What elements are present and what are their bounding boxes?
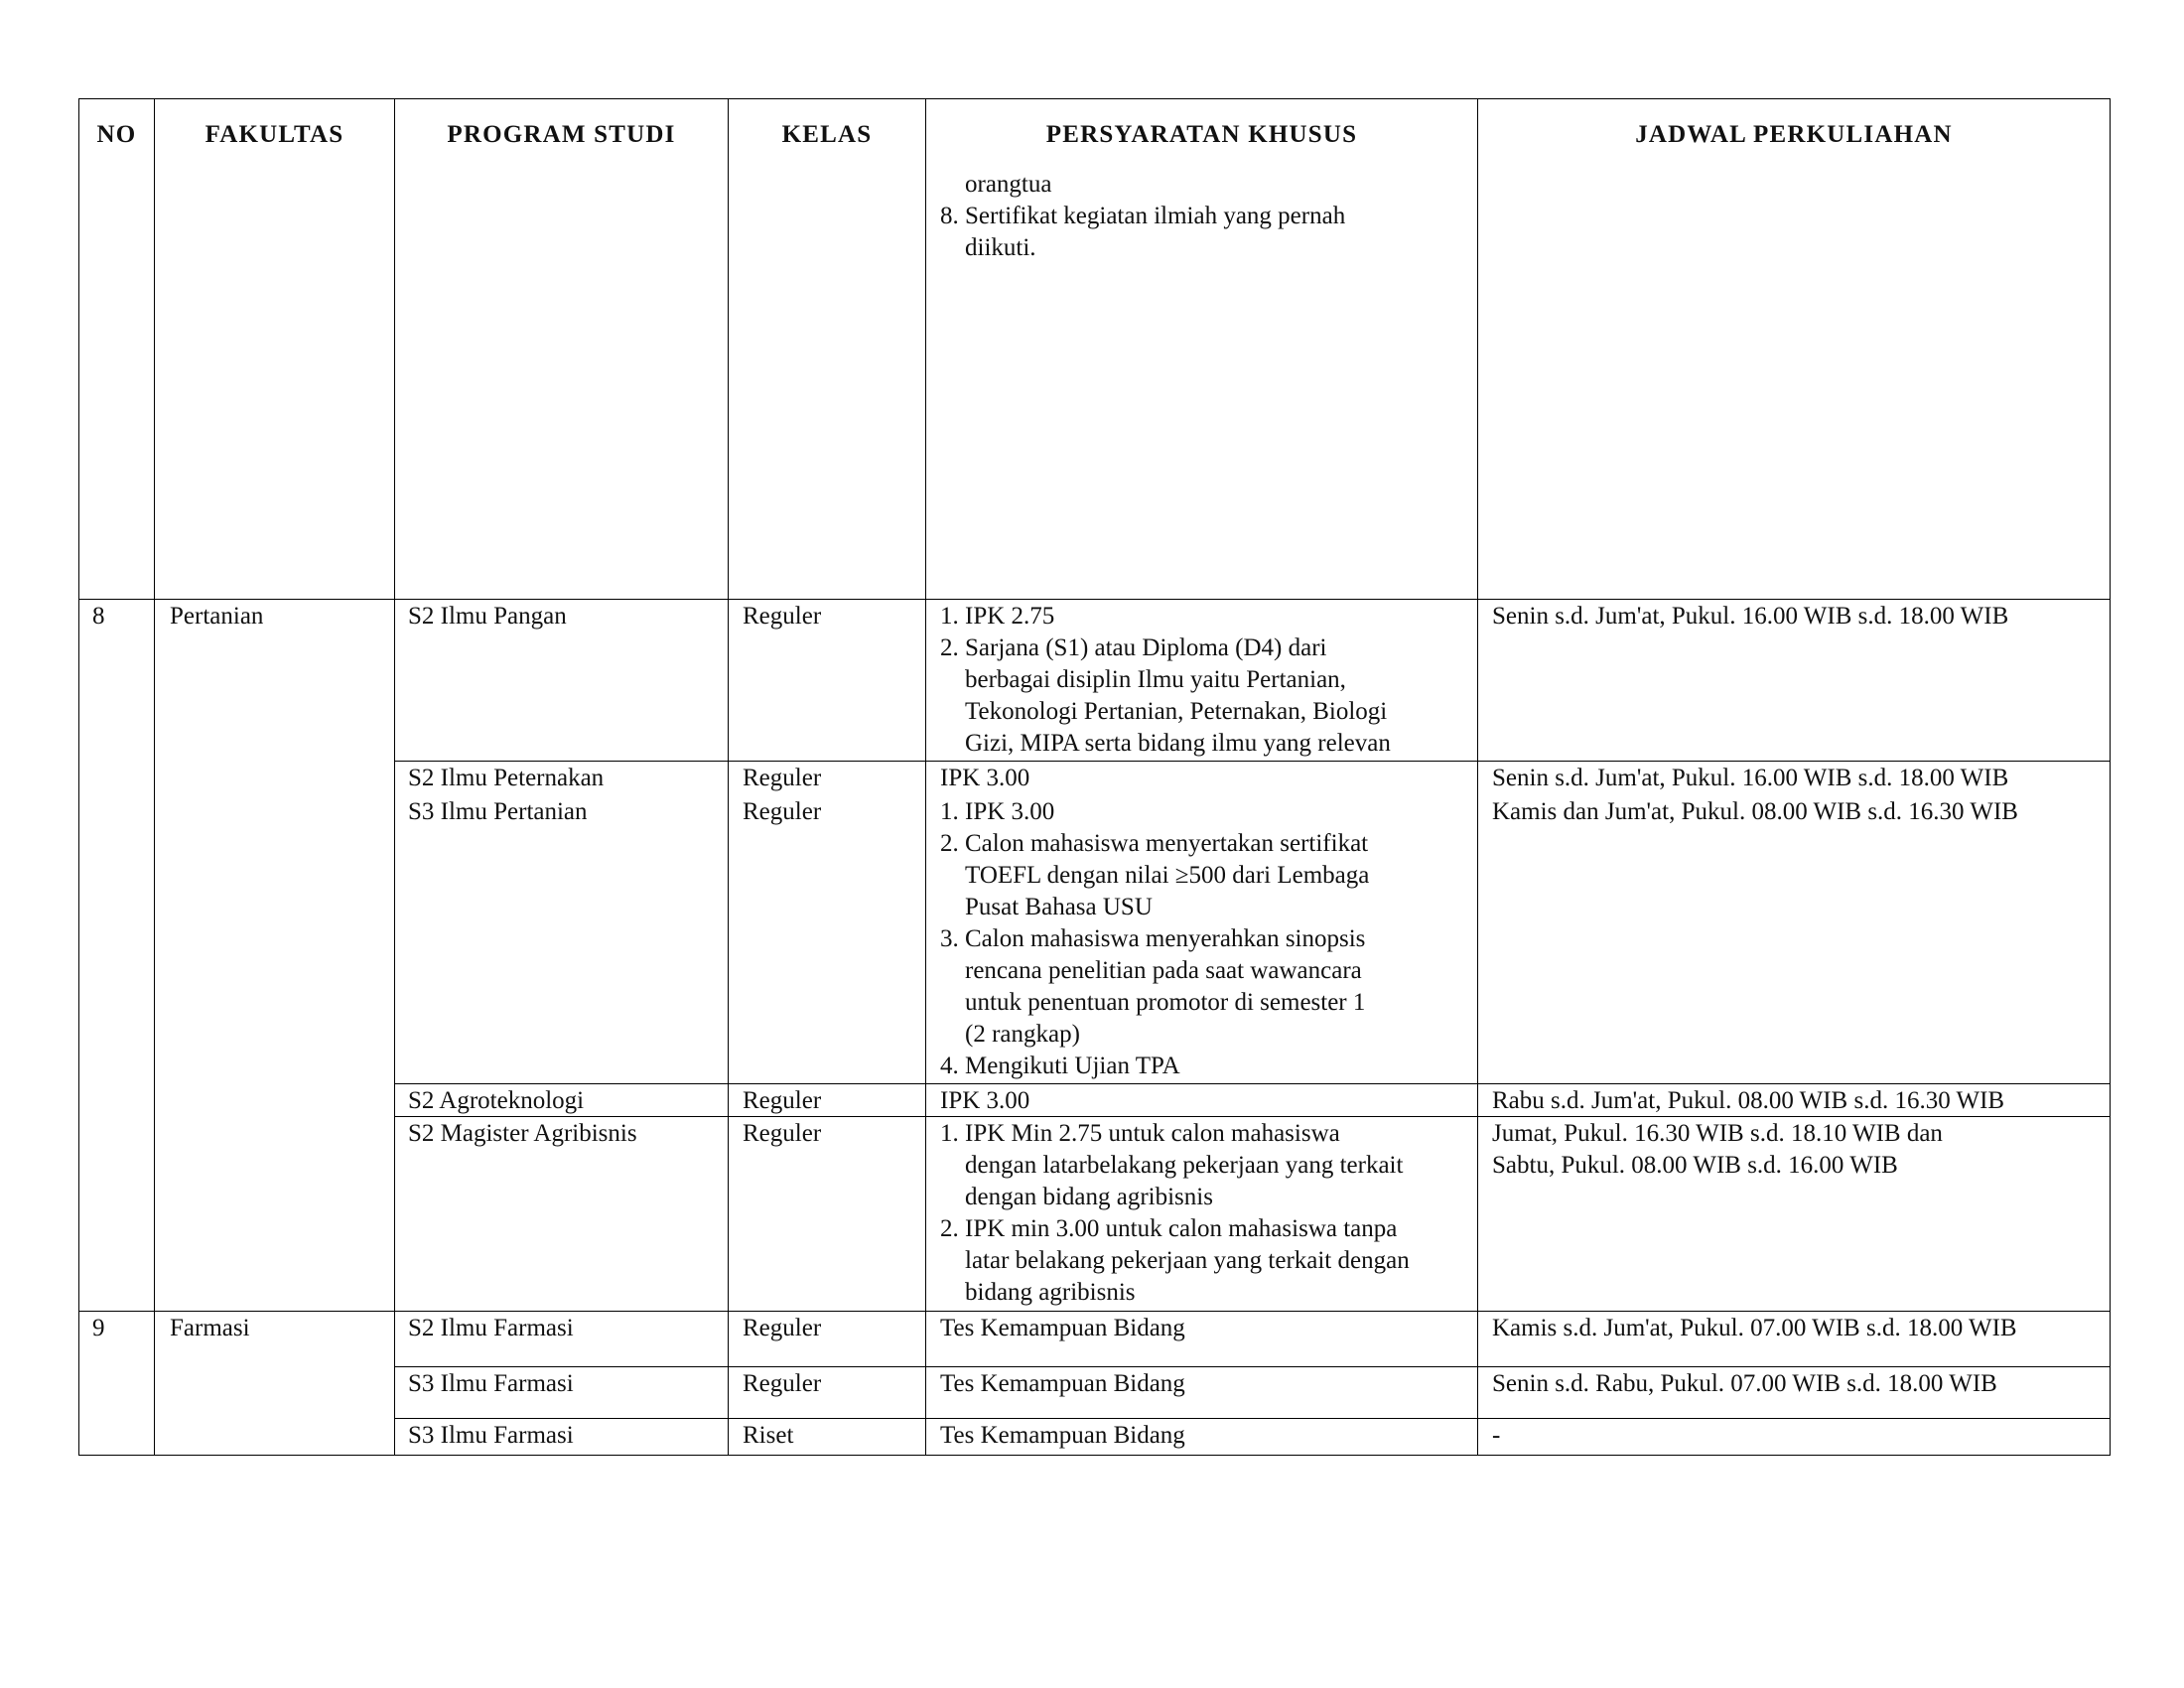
class-type: Riset: [743, 1422, 794, 1449]
text-line: dengan latarbelakang pekerjaan yang terkait: [965, 1152, 1404, 1179]
schedule-text: [1492, 763, 2008, 794]
text-line: Sabtu, Pukul. 08.00 WIB s.d. 16.00 WIB: [1492, 1152, 1898, 1179]
text-line: 2. IPK min 3.00 untuk calon mahasiswa tanpa: [940, 1215, 1398, 1242]
requirements-text: [940, 1368, 1185, 1400]
class-type: Reguler: [743, 1087, 822, 1114]
text-line: 3. Calon mahasiswa menyerahkan sinopsis: [940, 925, 1366, 952]
requirements-text: [940, 763, 1029, 794]
text-line: 2. Sarjana (S1) atau Diploma (D4) dari: [940, 634, 1327, 661]
class-type: Reguler: [743, 1315, 822, 1341]
header-no: NO: [96, 121, 137, 148]
requirements-text: [940, 1085, 1029, 1117]
text-line: Tes Kemampuan Bidang: [940, 1315, 1185, 1341]
requirements-text: [940, 1118, 1410, 1309]
requirements-text: [940, 796, 1369, 1082]
requirements-text: [940, 1313, 1185, 1344]
text-line: untuk penentuan promotor di semester 1: [965, 989, 1366, 1016]
table-border-left: [78, 98, 79, 1456]
text-line: berbagai disiplin Ilmu yaitu Pertanian,: [965, 666, 1346, 693]
text-line: 1. IPK Min 2.75 untuk calon mahasiswa: [940, 1120, 1340, 1147]
row-divider: [394, 1418, 2111, 1419]
faculty-number: 8: [92, 603, 105, 630]
schedule-text: [1492, 796, 2018, 828]
column-divider-program: [728, 98, 729, 1456]
text-line: 8. Sertifikat kegiatan ilmiah yang pernah: [940, 203, 1346, 229]
requirements-text: [940, 1420, 1185, 1452]
row-divider: [394, 1366, 2111, 1367]
text-line: Tes Kemampuan Bidang: [940, 1370, 1185, 1397]
text-line: 2. Calon mahasiswa menyertakan sertifikat: [940, 830, 1369, 857]
text-line: latar belakang pekerjaan yang terkait dengan: [965, 1247, 1410, 1274]
text-line: 1. IPK 3.00: [940, 798, 1055, 825]
text-line: Tekonologi Pertanian, Peternakan, Biologi: [965, 698, 1388, 725]
text-line: Gizi, MIPA serta bidang ilmu yang relevan: [965, 730, 1391, 757]
faculty-name: Farmasi: [170, 1315, 250, 1341]
program-name: S2 Ilmu Peternakan: [408, 765, 605, 791]
continuation-requirements: [940, 169, 1345, 264]
schedule-text: [1492, 1085, 2004, 1117]
program-name: S3 Ilmu Farmasi: [408, 1370, 574, 1397]
schedule-text: [1492, 601, 2008, 633]
header-persyaratan-khusus: PERSYARATAN KHUSUS: [1045, 121, 1358, 148]
class-type: Reguler: [743, 765, 822, 791]
column-divider-kelas: [925, 98, 926, 1456]
program-name: S2 Magister Agribisnis: [408, 1120, 637, 1147]
header-kelas: KELAS: [781, 121, 873, 148]
text-line: orangtua: [965, 171, 1052, 198]
row-divider: [394, 1083, 2111, 1084]
faculty-number: 9: [92, 1315, 105, 1341]
schedule-text: [1492, 1313, 2017, 1344]
program-name: S3 Ilmu Pertanian: [408, 798, 588, 825]
text-line: IPK 3.00: [940, 1087, 1030, 1114]
header-jadwal-perkuliahan: JADWAL PERKULIAHAN: [1635, 121, 1953, 148]
table-border-top: [78, 98, 2111, 99]
schedule-text: [1492, 1368, 1997, 1400]
text-line: Kamis s.d. Jum'at, Pukul. 07.00 WIB s.d. 18.00 WIB: [1492, 1315, 2017, 1341]
column-divider-fakultas: [394, 98, 395, 1456]
table-border-right: [2110, 98, 2111, 1456]
text-line: 1. IPK 2.75: [940, 603, 1055, 630]
program-name: S3 Ilmu Farmasi: [408, 1422, 574, 1449]
row-divider: [78, 599, 2111, 600]
text-line: Senin s.d. Rabu, Pukul. 07.00 WIB s.d. 18.00 WIB: [1492, 1370, 1997, 1397]
schedule-text: [1492, 1420, 1500, 1452]
text-line: (2 rangkap): [965, 1021, 1080, 1048]
table-border-bottom: [78, 1455, 2111, 1456]
class-type: Reguler: [743, 1370, 822, 1397]
text-line: Pusat Bahasa USU: [965, 894, 1153, 920]
text-line: Tes Kemampuan Bidang: [940, 1422, 1185, 1449]
text-line: -: [1492, 1422, 1501, 1449]
header-program-studi: PROGRAM STUDI: [447, 121, 676, 148]
program-name: S2 Ilmu Pangan: [408, 603, 567, 630]
header-fakultas: FAKULTAS: [205, 121, 344, 148]
text-line: bidang agribisnis: [965, 1279, 1136, 1306]
text-line: Jumat, Pukul. 16.30 WIB s.d. 18.10 WIB dan: [1492, 1120, 1943, 1147]
program-name: S2 Agroteknologi: [408, 1087, 585, 1114]
text-line: Senin s.d. Jum'at, Pukul. 16.00 WIB s.d. 18.00 WIB: [1492, 603, 2009, 630]
row-divider: [78, 1311, 2111, 1312]
requirements-text: [940, 601, 1391, 760]
row-divider: [394, 761, 2111, 762]
text-line: rencana penelitian pada saat wawancara: [965, 957, 1362, 984]
faculty-name: Pertanian: [170, 603, 264, 630]
column-divider-persyaratan: [1477, 98, 1478, 1456]
text-line: diikuti.: [965, 234, 1036, 261]
class-type: Reguler: [743, 798, 822, 825]
text-line: Kamis dan Jum'at, Pukul. 08.00 WIB s.d. 16.30 WIB: [1492, 798, 2018, 825]
text-line: TOEFL dengan nilai ≥500 dari Lembaga: [965, 862, 1370, 889]
text-line: Senin s.d. Jum'at, Pukul. 16.00 WIB s.d. 18.00 WIB: [1492, 765, 2009, 791]
class-type: Reguler: [743, 1120, 822, 1147]
text-line: dengan bidang agribisnis: [965, 1184, 1213, 1210]
text-line: 4. Mengikuti Ujian TPA: [940, 1053, 1180, 1079]
text-line: IPK 3.00: [940, 765, 1030, 791]
text-line: Rabu s.d. Jum'at, Pukul. 08.00 WIB s.d. 16.30 WIB: [1492, 1087, 2005, 1114]
schedule-text: [1492, 1118, 1943, 1182]
column-divider-no: [154, 98, 155, 1456]
program-name: S2 Ilmu Farmasi: [408, 1315, 574, 1341]
class-type: Reguler: [743, 603, 822, 630]
